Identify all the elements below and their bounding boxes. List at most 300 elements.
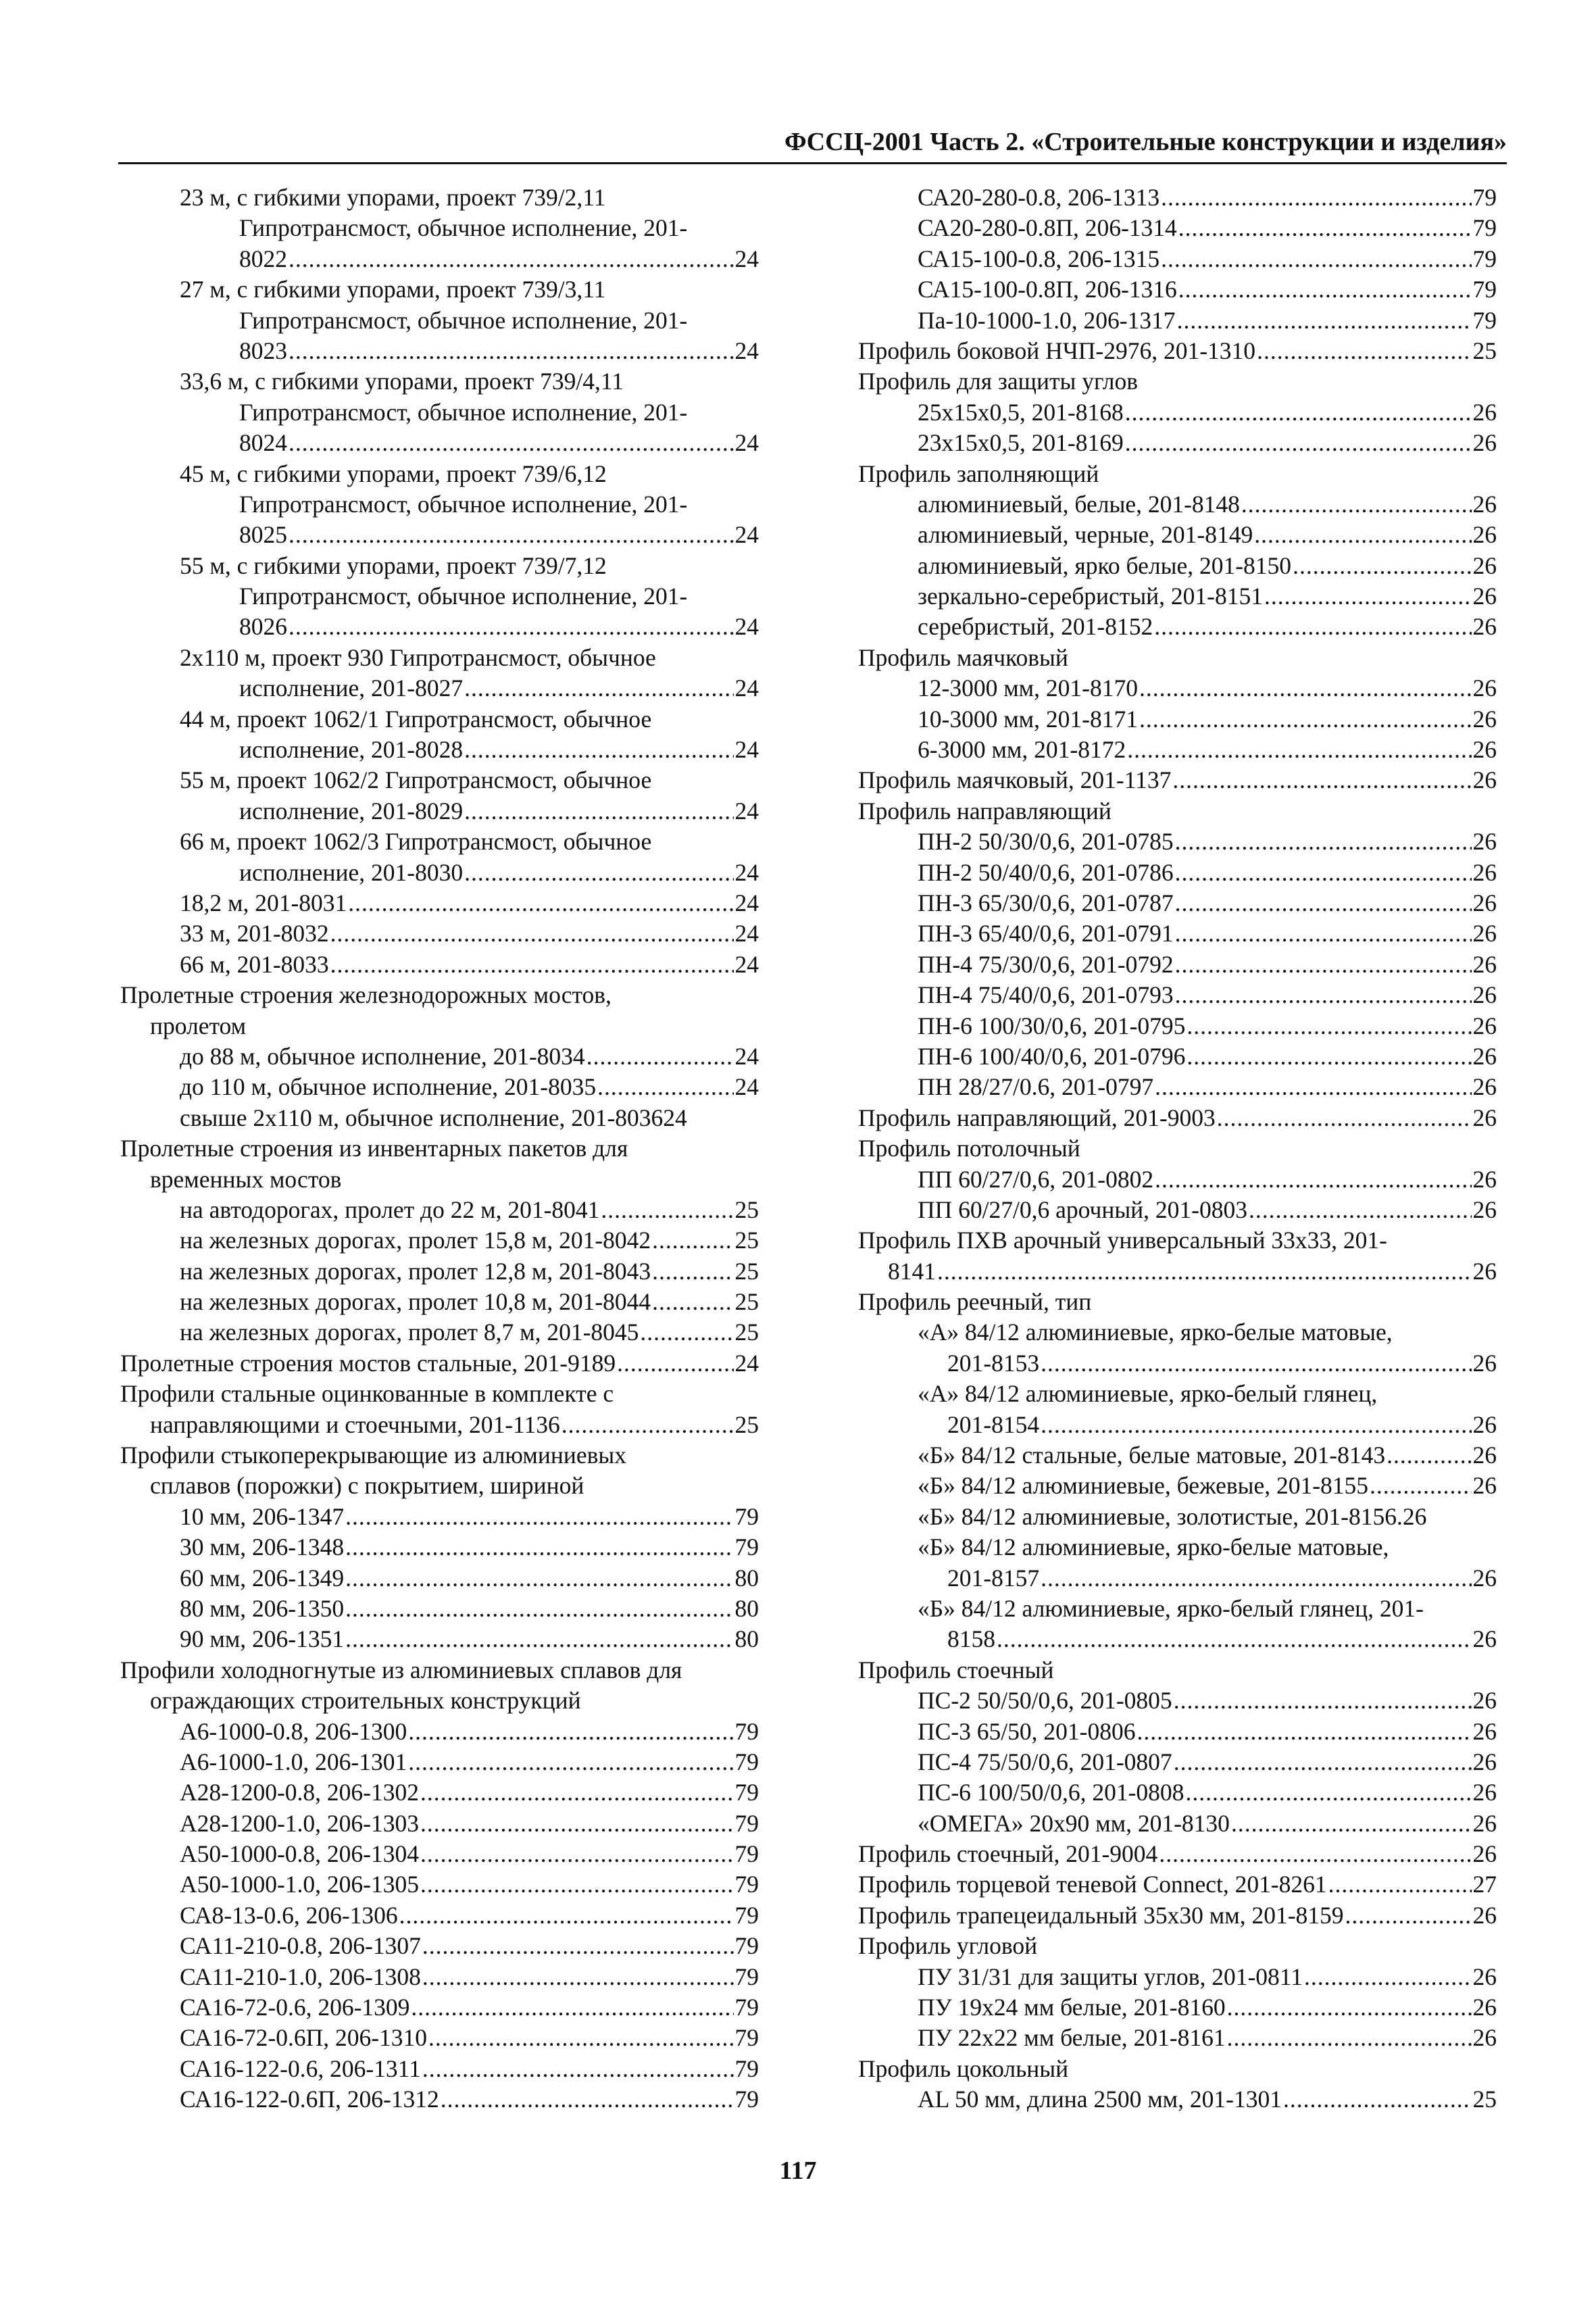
index-entry-text: А50-1000-1.0, 206-1305 [180, 1871, 419, 1898]
index-entry [858, 1317, 1497, 1348]
dot-leader [587, 1041, 734, 1072]
index-entry-page: 79 [734, 1748, 759, 1775]
index-entry-text: исполнение, 201-8027 [239, 674, 464, 702]
index-entry-text: Профиль боковой НЧП-2976, 201-1310 [858, 337, 1256, 364]
index-entry-text: ПУ 19х24 мм белые, 201-8160 [918, 1994, 1226, 2021]
index-entry [120, 1041, 759, 1072]
index-entry [120, 827, 759, 857]
dot-leader [1370, 1471, 1471, 1501]
dot-leader [422, 1962, 734, 1992]
index-entry-page: 26 [1472, 1840, 1497, 1868]
index-entry-text: ПН-4 75/30/0,6, 201-0792 [918, 950, 1174, 978]
index-entry [858, 858, 1497, 888]
index-entry [858, 1532, 1497, 1562]
dot-leader [420, 1777, 734, 1808]
index-entry-text: ПУ 31/31 для защиты углов, 201-0811 [918, 1963, 1303, 1990]
dot-leader [1139, 673, 1472, 704]
index-entry [120, 1379, 759, 1409]
index-entry-text: Гипротрансмост, обычное исполнение, 201- [239, 214, 688, 242]
index-entry [858, 520, 1497, 550]
index-entry [120, 2054, 759, 2084]
index-entry-page: 79 [734, 1963, 759, 1990]
index-entry-page: 26 [1472, 766, 1497, 794]
dot-leader [399, 1900, 734, 1931]
index-entry [120, 1747, 759, 1777]
dot-leader [1187, 1011, 1471, 1041]
index-entry [858, 1011, 1497, 1041]
index-entry-page: 79 [734, 1994, 759, 2021]
index-entry [120, 1471, 759, 1501]
index-entry-text: алюминиевый, черные, 201-8149 [918, 521, 1253, 549]
dot-leader [422, 2054, 734, 2084]
index-entry-text: ПС-6 100/50/0,6, 201-0808 [918, 1779, 1184, 1806]
index-entry-page: 79 [1472, 306, 1497, 334]
index-entry-text: 8024 [239, 429, 287, 457]
index-entry [858, 551, 1497, 581]
index-entry-text: ПС-2 50/50/0,6, 201-0805 [918, 1687, 1172, 1715]
index-entry-page: 25 [1472, 2086, 1497, 2113]
index-entry [120, 520, 759, 550]
index-entry-text: 10-3000 мм, 201-8171 [918, 705, 1138, 733]
index-entry-text: 66 м, 201-8033 [180, 950, 329, 978]
index-entry-text: Пролетные строения из инвентарных пакетов для [120, 1135, 628, 1162]
index-entry [858, 1287, 1497, 1317]
index-entry-page: 79 [734, 1717, 759, 1745]
dot-leader [1175, 950, 1472, 980]
index-entry [858, 428, 1497, 458]
index-entry-text: СА15-100-0.8П, 206-1316 [918, 276, 1177, 303]
index-entry-page: 24 [734, 245, 759, 272]
index-entry-text: 12-3000 мм, 201-8170 [918, 674, 1138, 702]
dot-leader [1177, 305, 1472, 336]
index-entry [120, 1563, 759, 1594]
index-entry-page: 24 [734, 1349, 759, 1377]
index-entry-text: «Б» 84/12 алюминиевые, ярко-белый глянец, 201- [918, 1594, 1424, 1622]
index-entry-text: Гипротрансмост, обычное исполнение, 201- [239, 583, 688, 610]
index-entry [120, 950, 759, 980]
index-entry [858, 213, 1497, 243]
dot-leader [289, 336, 734, 366]
index-entry-page: 26 [1472, 674, 1497, 702]
index-entry [858, 765, 1497, 795]
index-entry-text: «А» 84/12 алюминиевые, ярко-белый глянец, [918, 1380, 1378, 1408]
index-entry [858, 796, 1497, 827]
index-entry [858, 1410, 1497, 1440]
index-entry [120, 765, 759, 795]
index-entry [120, 305, 759, 336]
index-entry-page: 26 [1472, 1994, 1497, 2021]
dot-leader [411, 1992, 733, 2023]
dot-leader [464, 673, 733, 704]
index-entry [120, 643, 759, 673]
index-entry [858, 2023, 1497, 2053]
index-entry-text: Профиль угловой [858, 1932, 1038, 1960]
dot-leader [1175, 858, 1472, 888]
index-entry-text: Профили холодногнутые из алюминиевых сплавов для [120, 1656, 682, 1683]
dot-leader [345, 1563, 733, 1594]
dot-leader [1161, 182, 1471, 213]
index-entry-text: Гипротрансмост, обычное исполнение, 201- [239, 306, 688, 334]
index-entry [120, 1962, 759, 1992]
dot-leader [1227, 2023, 1472, 2053]
index-entry [120, 918, 759, 949]
index-entry [858, 1072, 1497, 1102]
index-entry-text: «Б» 84/12 алюминиевые, золотистые, 201-8156.26 [918, 1502, 1427, 1530]
index-entry-text: ПН-2 50/30/0,6, 201-0785 [918, 828, 1174, 856]
index-entry-page: 26 [1472, 736, 1497, 764]
index-entry-text: СА16-122-0.6, 206-1311 [180, 2054, 421, 2082]
index-entry-text: ПН-3 65/30/0,6, 201-0787 [918, 889, 1174, 916]
index-entry-page: 79 [734, 1871, 759, 1898]
dot-leader [562, 1410, 734, 1440]
dot-leader [652, 1287, 733, 1317]
index-entry [858, 1931, 1497, 1961]
index-entry [858, 1563, 1497, 1594]
dot-leader [464, 858, 733, 888]
right-column [858, 182, 1497, 2115]
index-entry [120, 1808, 759, 1839]
index-entry [120, 1072, 759, 1102]
index-entry-page: 79 [1472, 184, 1497, 211]
index-entry-page: 79 [734, 1840, 759, 1868]
index-entry [120, 274, 759, 305]
index-entry-text: 30 мм, 206-1348 [180, 1533, 345, 1561]
index-entry [120, 673, 759, 704]
index-entry-page: 25 [734, 1227, 759, 1254]
index-entry-page: 26 [1472, 981, 1497, 1009]
index-entry [120, 459, 759, 489]
index-entry-text: на железных дорогах, пролет 10,8 м, 201-8044 [180, 1288, 651, 1316]
dot-leader [289, 428, 734, 458]
page-number: 117 [779, 2157, 817, 2185]
index-entry-page: 26 [1472, 1257, 1497, 1285]
index-entry-page: 79 [734, 1809, 759, 1837]
index-entry-text: сплавов (порожки) с покрытием, шириной [150, 1472, 584, 1500]
dot-leader [1041, 1563, 1471, 1594]
index-entry-page: 26 [1472, 1073, 1497, 1101]
index-entry-text: Профиль направляющий [858, 797, 1112, 824]
index-entry-text: до 88 м, обычное исполнение, 201-8034 [180, 1042, 585, 1070]
dot-leader [1161, 244, 1471, 274]
index-entry [120, 1532, 759, 1562]
index-entry-page: 25 [734, 1410, 759, 1438]
dot-leader [1174, 1747, 1472, 1777]
index-entry-text: ПП 60/27/0,6 арочный, 201-0803 [918, 1196, 1247, 1223]
dot-leader [1041, 1348, 1471, 1379]
index-entry [120, 336, 759, 366]
index-entry-text: Профиль стоечный, 201-9004 [858, 1840, 1158, 1868]
index-entry-text: СА11-210-0.8, 206-1307 [180, 1932, 421, 1960]
index-entry-text: исполнение, 201-8030 [239, 858, 464, 886]
dot-leader [652, 1256, 733, 1287]
index-entry [858, 244, 1497, 274]
dot-leader [1257, 336, 1471, 366]
index-entry-page: 24 [734, 521, 759, 549]
dot-leader [1387, 1440, 1471, 1471]
index-entry-text: ПН-6 100/30/0,6, 201-0795 [918, 1012, 1186, 1039]
index-entry-text: СА15-100-0.8, 206-1315 [918, 245, 1160, 272]
index-entry [120, 704, 759, 735]
index-entry [120, 1164, 759, 1195]
index-entry-text: СА16-122-0.6П, 206-1312 [180, 2086, 439, 2113]
index-entry-text: «Б» 84/12 алюминиевые, бежевые, 201-8155 [918, 1472, 1369, 1500]
index-entry [120, 1348, 759, 1379]
dot-leader [1217, 1103, 1472, 1133]
index-entry-text: 45 м, с гибкими упорами, проект 739/6,12 [180, 460, 607, 487]
index-entry [120, 1992, 759, 2023]
index-entry-text: 8025 [239, 521, 287, 549]
dot-leader [1137, 1717, 1471, 1747]
index-entry-text: ПС-3 65/50, 201-0806 [918, 1717, 1136, 1745]
index-entry-page: 26 [1472, 583, 1497, 610]
index-entry-text: до 110 м, обычное исполнение, 201-8035 [180, 1073, 597, 1101]
index-entry-text: 8023 [239, 337, 287, 364]
index-entry-page: 25 [734, 1196, 759, 1223]
index-entry [120, 1225, 759, 1256]
index-entry-page: 24 [734, 920, 759, 947]
index-entry-page: 26 [1472, 705, 1497, 733]
index-entry-text: исполнение, 201-8028 [239, 736, 464, 764]
dot-leader [1175, 980, 1472, 1010]
index-entry-text: AL 50 мм, длина 2500 мм, 201-1301 [918, 2086, 1282, 2113]
index-entry-page: 79 [734, 1779, 759, 1806]
index-entry-text: СА16-72-0.6П, 206-1310 [180, 2024, 428, 2052]
index-entry-text: А28-1200-0.8, 206-1302 [180, 1779, 419, 1806]
dot-leader [1154, 612, 1471, 642]
dot-leader [428, 2023, 733, 2053]
index-entry-text: Профили стальные оцинкованные в комплекте с [120, 1380, 614, 1408]
index-entry-page: 24 [734, 889, 759, 916]
index-entry [858, 2084, 1497, 2115]
index-entry-page: 24 [734, 1073, 759, 1101]
index-entry [858, 1869, 1497, 1900]
index-entry [858, 1502, 1497, 1532]
index-entry-text: А6-1000-1.0, 206-1301 [180, 1748, 407, 1775]
index-entry-text: ПН-6 100/40/0,6, 201-0796 [918, 1042, 1186, 1070]
dot-leader [617, 1348, 733, 1379]
index-entry [858, 1133, 1497, 1164]
index-entry [858, 735, 1497, 765]
dot-leader [345, 1502, 733, 1532]
dot-leader [1155, 1164, 1471, 1195]
dot-leader [1345, 1900, 1472, 1931]
index-entry [120, 1624, 759, 1654]
dot-leader [1227, 1992, 1472, 2023]
index-entry-page: 26 [1472, 1410, 1497, 1438]
index-entry-text: 6-3000 мм, 201-8172 [918, 736, 1126, 764]
dot-leader [1174, 1685, 1472, 1716]
dot-leader [420, 1839, 734, 1869]
index-entry [120, 213, 759, 243]
index-entry-text: свыше 2х110 м, обычное исполнение, 201-803624 [180, 1104, 687, 1131]
dot-leader [1159, 1839, 1471, 1869]
index-entry-text: Профиль ПХВ арочный универсальный 33х33, 201- [858, 1227, 1387, 1254]
index-entry [858, 1962, 1497, 1992]
index-entry-page: 24 [734, 1042, 759, 1070]
index-entry-text: 8022 [239, 245, 287, 272]
index-entry [858, 1164, 1497, 1195]
index-entry [858, 673, 1497, 704]
index-entry-text: Гипротрансмост, обычное исполнение, 201- [239, 398, 688, 426]
index-entry-page: 79 [734, 2054, 759, 2082]
dot-leader [345, 1624, 733, 1654]
index-entry [120, 1410, 759, 1440]
index-entry-page: 26 [1472, 1625, 1497, 1653]
index-entry-text: «А» 84/12 алюминиевые, ярко-белые матовые, [918, 1319, 1393, 1346]
index-entry [858, 1471, 1497, 1501]
index-entry [858, 397, 1497, 428]
index-entry [120, 1717, 759, 1747]
index-entry [120, 244, 759, 274]
index-entry [120, 735, 759, 765]
index-entry [120, 1287, 759, 1317]
index-entry-page: 26 [1472, 1104, 1497, 1131]
dot-leader [597, 1072, 733, 1102]
index-entry-page: 80 [734, 1625, 759, 1653]
index-entry [858, 1041, 1497, 1072]
index-entry-text: ограждающих строительных конструкций [150, 1687, 581, 1715]
index-entry-text: на железных дорогах, пролет 15,8 м, 201-8042 [180, 1227, 651, 1254]
index-entry [858, 1900, 1497, 1931]
index-entry [120, 1256, 759, 1287]
dot-leader [1125, 397, 1472, 428]
index-entry [858, 366, 1497, 397]
dot-leader [330, 918, 734, 949]
index-entry [858, 980, 1497, 1010]
index-entry-page: 26 [1472, 1779, 1497, 1806]
index-entry-page: 24 [734, 736, 759, 764]
index-entry-text: 60 мм, 206-1349 [180, 1564, 345, 1592]
index-entry-text: Профиль для защиты углов [858, 368, 1138, 395]
index-entry-text: пролетом [150, 1012, 247, 1039]
index-entry [120, 1839, 759, 1869]
index-entry-text: Профиль торцевой теневой Connect, 201-8261 [858, 1871, 1327, 1898]
index-entry [858, 1348, 1497, 1379]
index-entry-text: Профиль стоечный [858, 1656, 1054, 1683]
index-entry [120, 1900, 759, 1931]
dot-leader [1328, 1869, 1472, 1900]
dot-leader [408, 1717, 733, 1747]
index-entry-text: 10 мм, 206-1347 [180, 1502, 345, 1530]
index-entry [858, 1225, 1497, 1256]
index-entry-text: Профиль заполняющий [858, 460, 1099, 487]
index-entry [858, 1808, 1497, 1839]
index-entry [858, 827, 1497, 857]
index-entry-page: 26 [1472, 429, 1497, 457]
dot-leader [289, 244, 734, 274]
index-entry-text: СА11-210-1.0, 206-1308 [180, 1963, 421, 1990]
dot-leader [1125, 428, 1472, 458]
index-entry [120, 1317, 759, 1348]
dot-leader [345, 1532, 733, 1562]
index-entry-page: 26 [1472, 1809, 1497, 1837]
dot-leader [1155, 1072, 1471, 1102]
index-entry [858, 274, 1497, 305]
index-entry-page: 24 [734, 613, 759, 641]
dot-leader [1264, 581, 1472, 612]
index-entry-page: 26 [1472, 1442, 1497, 1469]
dot-leader [1293, 551, 1471, 581]
index-entry-text: 8158 [947, 1625, 995, 1653]
dot-leader [330, 950, 734, 980]
index-entry-page: 26 [1472, 490, 1497, 518]
index-entry-text: ПН 28/27/0.6, 201-0797 [918, 1073, 1154, 1101]
index-entry-page: 25 [734, 1288, 759, 1316]
index-entry-page: 26 [1472, 1748, 1497, 1775]
dot-leader [1139, 704, 1472, 735]
index-entry-page: 26 [1472, 551, 1497, 579]
index-entry [120, 1685, 759, 1716]
dot-leader [464, 735, 733, 765]
index-entry [120, 796, 759, 827]
index-entry-page: 26 [1472, 1042, 1497, 1070]
index-entry-text: 27 м, с гибкими упорами, проект 739/3,11 [180, 276, 606, 303]
index-entry-text: А50-1000-0.8, 206-1304 [180, 1840, 419, 1868]
dot-leader [1178, 274, 1472, 305]
dot-leader [420, 1869, 734, 1900]
index-entry [858, 704, 1497, 735]
index-entry [120, 1869, 759, 1900]
index-entry [120, 1440, 759, 1471]
index-entry-text: 33 м, 201-8032 [180, 920, 329, 947]
index-entry-text: серебристый, 201-8152 [918, 613, 1153, 641]
index-entry-text: Пролетные строения железнодорожных мостов, [120, 981, 612, 1009]
index-entry [858, 1992, 1497, 2023]
index-entry-text: «Б» 84/12 стальные, белые матовые, 201-8143 [918, 1442, 1386, 1469]
index-entry-text: Гипротрансмост, обычное исполнение, 201- [239, 490, 688, 518]
index-entry-text: 23 м, с гибкими упорами, проект 739/2,11 [180, 184, 606, 211]
index-entry-page: 79 [734, 1901, 759, 1929]
index-entry-page: 25 [734, 1319, 759, 1346]
index-entry-page: 26 [1472, 2024, 1497, 2052]
index-entry-text: Профиль цокольный [858, 2054, 1069, 2082]
index-entry-page: 26 [1472, 1963, 1497, 1990]
index-entry-text: ПС-4 75/50/0,6, 201-0807 [918, 1748, 1172, 1775]
index-entry [858, 1839, 1497, 1869]
dot-leader [1175, 918, 1472, 949]
index-entry-page: 26 [1472, 1564, 1497, 1592]
header-title: ФССЦ-2001 Часть 2. «Строительные конструкции и изделия» [784, 128, 1507, 156]
index-entry-page: 25 [1472, 337, 1497, 364]
dot-leader [1249, 1195, 1472, 1225]
dot-leader [422, 1931, 734, 1961]
index-entry-text: Профиль трапецеидальный 35х30 мм, 201-8159 [858, 1901, 1344, 1929]
index-entry-page: 26 [1472, 858, 1497, 886]
index-entry-page: 24 [734, 797, 759, 824]
index-entry-page: 26 [1472, 1012, 1497, 1039]
index-entry [858, 305, 1497, 336]
dot-leader [289, 520, 734, 550]
dot-leader [652, 1225, 733, 1256]
index-entry-text: 55 м, проект 1062/2 Гипротрансмост, обычное [180, 766, 652, 794]
index-entry-text: СА20-280-0.8П, 206-1314 [918, 214, 1177, 242]
index-entry-text: Профиль реечный, тип [858, 1288, 1092, 1316]
index-entry [120, 888, 759, 918]
index-entry [858, 643, 1497, 673]
index-entry [858, 1685, 1497, 1716]
index-entry [858, 2054, 1497, 2084]
index-entry [120, 1931, 759, 1961]
index-entry-page: 26 [1472, 920, 1497, 947]
index-entry-text: 201-8154 [947, 1410, 1040, 1438]
dot-leader [1041, 1410, 1471, 1440]
index-entry [858, 1777, 1497, 1808]
index-entry [858, 612, 1497, 642]
index-entry [858, 950, 1497, 980]
index-entry-page: 26 [1472, 398, 1497, 426]
index-entry [120, 980, 759, 1010]
index-entry [858, 1379, 1497, 1409]
